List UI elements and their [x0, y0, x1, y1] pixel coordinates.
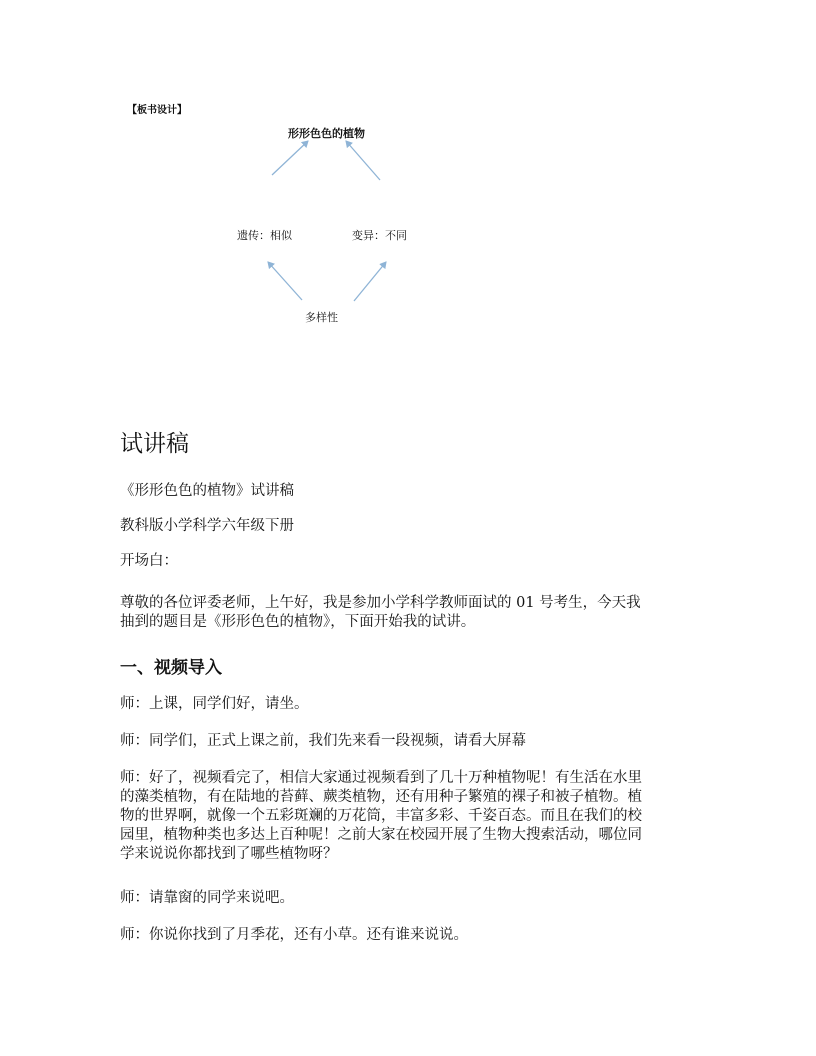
section-heading-video-intro: 一、视频导入	[120, 658, 222, 678]
teacher-line-5: 师：你说你找到了月季花，还有小草。还有谁来说说。	[120, 927, 468, 943]
diagram-title: 形形色色的植物	[288, 127, 365, 140]
opening-label: 开场白：	[120, 553, 178, 569]
diagram-diversity-node: 多样性	[305, 311, 338, 324]
teacher-line-4: 师：请靠窗的同学来说吧。	[120, 890, 294, 906]
paragraph-line: 师：好了，视频看完了，相信大家通过视频看到了几十万种植物呢！有生活在水里	[120, 770, 642, 786]
paragraph-line: 物的世界啊，就像一个五彩斑斓的万花筒，丰富多彩、千姿百态。而且在我们的校	[120, 808, 642, 824]
arrow-bottom-to-left	[268, 262, 302, 300]
diagram-heredity-node: 遗传：相似	[237, 229, 292, 242]
teacher-paragraph-3	[120, 769, 700, 864]
textbook-edition: 教科版小学科学六年级下册	[120, 518, 294, 534]
document-title: 试讲稿	[120, 431, 189, 457]
arrow-left-to-title	[272, 141, 308, 175]
arrow-right-to-title	[346, 141, 380, 180]
paragraph-line: 的藻类植物，有在陆地的苔藓、蕨类植物，还有用种子繁殖的裸子和被子植物。植	[120, 789, 642, 805]
teacher-line-2: 师：同学们，正式上课之前，我们先来看一段视频，请看大屏幕	[120, 733, 526, 749]
arrow-bottom-to-right	[354, 262, 386, 301]
board-design-label: 【板书设计】	[127, 105, 187, 116]
intro-paragraph	[120, 594, 700, 632]
diagram-variation-node: 变异：不同	[352, 229, 407, 242]
intro-line: 抽到的题目是《形形色色的植物》，下面开始我的试讲。	[120, 614, 476, 630]
intro-line: 尊敬的各位评委老师，上午好，我是参加小学科学教师面试的 01 号考生，今天我	[120, 595, 641, 611]
teacher-line-1: 师：上课，同学们好，请坐。	[120, 696, 309, 712]
diagram-arrows	[0, 0, 816, 400]
lecture-title: 《形形色色的植物》试讲稿	[120, 483, 294, 499]
paragraph-line: 园里，植物种类也多达上百种呢！之前大家在校园开展了生物大搜索活动，哪位同	[120, 827, 642, 843]
paragraph-line: 学来说说你都找到了哪些植物呀？	[120, 846, 338, 862]
